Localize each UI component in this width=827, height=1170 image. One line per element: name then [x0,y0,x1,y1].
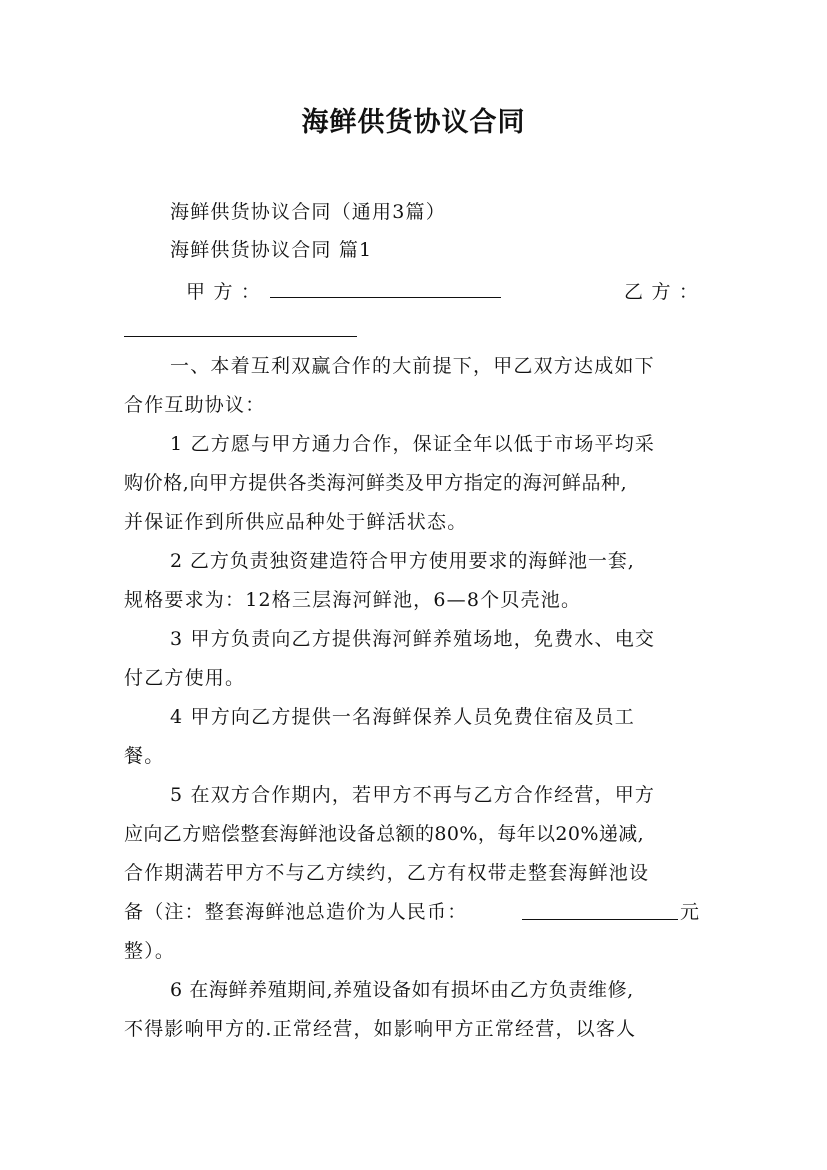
clause-line: 付乙方使用。 [124,667,246,689]
clause-line: 不得影响甲方的.正常经营，如影响甲方正常经营，以客人 [124,1018,637,1040]
clause-line: 应向乙方赔偿整套海鲜池设备总额的80%，每年以20%递减, [124,823,645,845]
clause-line: 1 乙方愿与甲方通力合作，保证全年以低于市场平均采 [170,433,656,455]
clause-line: 一、本着互利双赢合作的大前提下，甲乙双方达成如下 [170,355,655,377]
party-b-blank [124,336,357,337]
clause-line: 元 [680,901,701,923]
clause-line: 备（注：整套海鲜池总造价为人民币： [124,901,468,923]
clause-line: 2 乙方负责独资建造符合甲方使用要求的海鲜池一套, [170,550,635,572]
clause-line: 4 甲方向乙方提供一名海鲜保养人员免费住宿及员工 [170,706,635,728]
document-title: 海鲜供货协议合同 [301,107,526,138]
clause-line: 合作期满若甲方不与乙方续约，乙方有权带走整套海鲜池设 [124,862,650,884]
clause-line: 规格要求为：12格三层海河鲜池，6—8个贝壳池。 [124,589,582,611]
document-subtitle: 海鲜供货协议合同（通用3篇） [170,201,446,223]
total-price-blank [522,919,678,920]
party-a-label: 甲 方 ： [186,281,262,303]
clause-line: 6 在海鲜养殖期间,养殖设备如有损坏由乙方负责维修, [170,979,634,1001]
clause-line: 3 甲方负责向乙方提供海河鲜养殖场地，免费水、电交 [170,628,656,650]
clause-line: 餐。 [124,745,165,767]
clause-line: 合作互助协议： [124,394,266,416]
clause-line: 5 在双方合作期内，若甲方不再与乙方合作经营，甲方 [170,784,656,806]
clause-line: 整）。 [124,940,176,962]
clause-line: 购价格,向甲方提供各类海河鲜类及甲方指定的海河鲜品种, [124,472,628,494]
clause-line: 并保证作到所供应品种处于鲜活状态。 [124,511,468,533]
party-a-blank [270,297,501,298]
section-heading: 海鲜供货协议合同 篇1 [170,239,373,261]
party-b-label: 乙 方 ： [624,281,700,303]
